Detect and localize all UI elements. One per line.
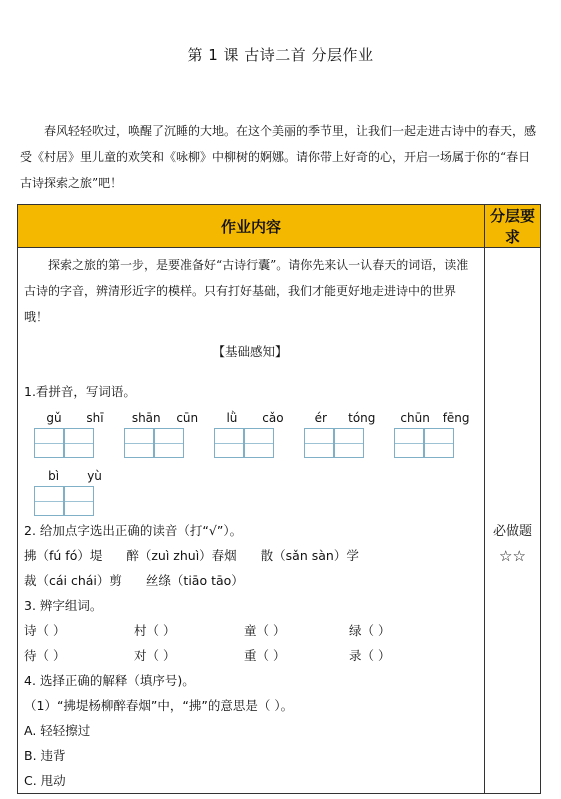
question-2-row-2 [24, 568, 476, 593]
writing-box[interactable] [214, 428, 244, 458]
pinyin: ér [314, 411, 327, 425]
pinyin-row-2 [24, 464, 476, 516]
pinyin: gǔ [46, 411, 62, 425]
word-item: 待（ ） [24, 648, 66, 663]
word-item: 重（ ） [244, 648, 286, 663]
question-3-title: 3. 辨字组词。 [24, 598, 103, 613]
pinyin: shī [86, 411, 104, 425]
writing-box[interactable] [154, 428, 184, 458]
intro-paragraph: 春风轻轻吹过，唤醒了沉睡的大地。在这个美丽的季节里，让我们一起走进古诗中的春天，感受《村居》里儿童的欢笑和《咏柳》中柳树的婀娜。请你带上好奇的心，开启一场属于你的“春日古诗探索之旅”吧！ [20, 124, 537, 190]
writing-box[interactable] [424, 428, 454, 458]
content-cell [18, 248, 485, 794]
pinyin: cūn [176, 411, 199, 425]
question-3-row-1 [24, 618, 476, 643]
pinyin: tóng [348, 411, 376, 425]
writing-box[interactable] [64, 428, 94, 458]
writing-box[interactable] [34, 428, 64, 458]
question-3 [24, 593, 476, 668]
reading-item: 丝绦（tiāo tāo） [145, 573, 244, 588]
word-item: 诗（ ） [24, 623, 66, 638]
pinyin-group [34, 406, 116, 458]
reading-item: 散（sǎn sàn）学 [260, 548, 359, 563]
word-item: 录（ ） [349, 648, 391, 663]
pinyin-row-1 [24, 406, 476, 458]
writing-box[interactable] [124, 428, 154, 458]
writing-box[interactable] [334, 428, 364, 458]
question-1 [24, 380, 476, 516]
reading-item: 拂（fú fó）堤 [24, 548, 103, 563]
pinyin: cǎo [262, 411, 284, 425]
writing-box[interactable] [304, 428, 334, 458]
homework-table [17, 204, 541, 794]
writing-box[interactable] [244, 428, 274, 458]
reading-item: 醉（zuì zhuì）春烟 [126, 548, 237, 563]
question-4-title: 4. 选择正确的解释（填序号)。 [24, 673, 195, 688]
question-2-row-1 [24, 543, 476, 568]
page-title: 第 1 课 古诗二首 分层作业 [187, 46, 374, 64]
table-body-row [18, 248, 541, 794]
option-c: C. 甩动 [24, 773, 66, 788]
preface-text: 探索之旅的第一步，是要准备好“古诗行囊”。请你先来认一认春天的词语，读准古诗的字音，辨清形近字的模样。只有打好基础，我们才能更好地走进诗中的世界哦！ [24, 258, 469, 324]
reading-item: 裁（cái chái）剪 [24, 573, 122, 588]
pinyin-group [124, 406, 206, 458]
word-item: 对（ ） [134, 648, 176, 663]
question-4-sub: （1）“拂堤杨柳醉春烟”中，“拂”的意思是（ ）。 [24, 698, 294, 713]
header-content: 作业内容 [18, 205, 485, 248]
writing-box[interactable] [394, 428, 424, 458]
word-item: 绿（ ） [349, 623, 391, 638]
question-4 [24, 668, 476, 793]
question-2-title: 2. 给加点字选出正确的读音（打“√”）。 [24, 523, 243, 538]
question-3-row-2 [24, 643, 476, 668]
pinyin: lǜ [226, 411, 238, 425]
requirement-cell [485, 248, 541, 794]
word-item: 村（ ） [134, 623, 176, 638]
option-a: A. 轻轻擦过 [24, 723, 91, 738]
option-b: B. 违背 [24, 748, 66, 763]
word-item: 童（ ） [244, 623, 286, 638]
section-title: 【基础感知】 [212, 344, 288, 359]
pinyin: fēng [442, 411, 470, 425]
star-rating: ☆☆ [499, 547, 526, 565]
question-2 [24, 518, 476, 593]
pinyin: chūn [400, 411, 430, 425]
writing-box[interactable] [64, 486, 94, 516]
pinyin: bì [48, 469, 60, 483]
question-1-title: 1.看拼音，写词语。 [24, 384, 136, 399]
pinyin: shān [131, 411, 161, 425]
pinyin-group [394, 406, 476, 458]
header-requirement: 分层要求 [485, 205, 541, 248]
requirement-label: 必做题 [492, 524, 532, 539]
pinyin-group [304, 406, 386, 458]
pinyin-group [214, 406, 296, 458]
pinyin: yù [87, 469, 102, 483]
table-header-row [18, 205, 541, 248]
writing-box[interactable] [34, 486, 64, 516]
pinyin-group [34, 464, 116, 516]
